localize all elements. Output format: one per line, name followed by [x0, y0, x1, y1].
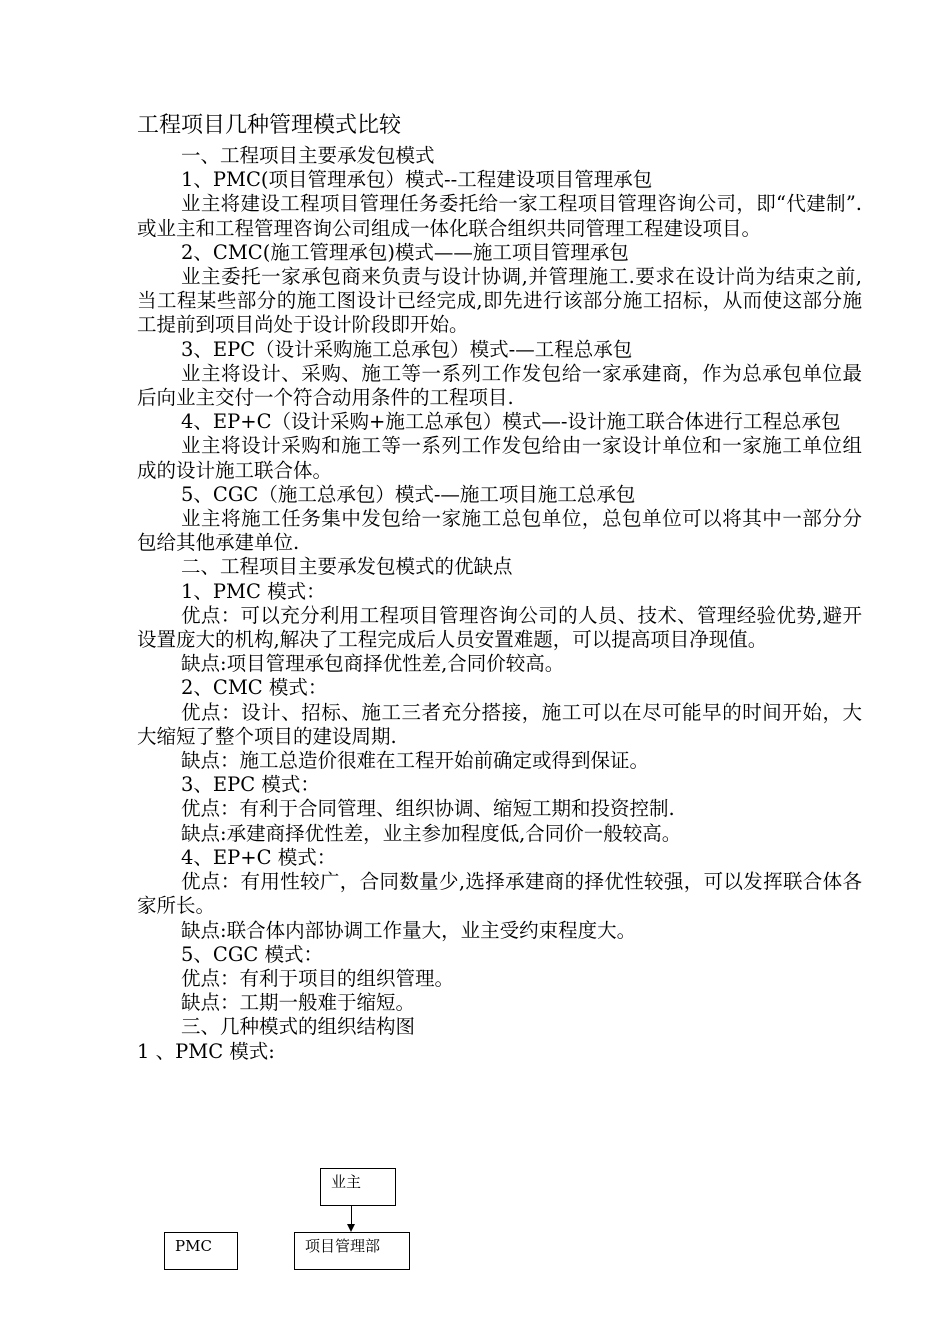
paragraph: 2、CMC 模式： [181, 676, 328, 700]
paragraph: 三、几种模式的组织结构图 [181, 1015, 416, 1039]
paragraph: 缺点：工期一般难于缩短。 [181, 991, 416, 1015]
paragraph: 优点：有用性较广，合同数量少,选择承建商的择优性较强，可以发挥联合体各家所长。 [137, 870, 862, 918]
document-title: 工程项目几种管理模式比较 [137, 113, 402, 138]
paragraph: 缺点:项目管理承包商择优性差,合同价较高。 [181, 652, 565, 676]
paragraph: 2、CMC(施工管理承包)模式——施工项目管理承包 [181, 240, 629, 264]
owner-label: 业主 [331, 1173, 362, 1191]
paragraph: 1、PMC(项目管理承包）模式--工程建设项目管理承包 [181, 168, 653, 192]
paragraph: 5、CGC（施工总承包）模式-—施工项目施工总承包 [181, 482, 636, 506]
paragraph: 5、CGC 模式： [181, 942, 324, 966]
paragraph: 4、EP+C 模式： [181, 845, 337, 869]
owner-box [320, 1168, 396, 1206]
paragraph: 缺点：施工总造价很难在工程开始前确定或得到保证。 [181, 749, 650, 773]
dept-label: 项目管理部 [305, 1237, 381, 1255]
pmc-label: PMC [175, 1237, 212, 1255]
paragraph: 业主将施工任务集中发包给一家施工总包单位，总包单位可以将其中一部分分包给其他承建单位. [137, 507, 862, 555]
paragraph: 缺点:联合体内部协调工作量大，业主受约束程度大。 [181, 918, 637, 942]
paragraph: 优点：设计、招标、施工三者充分搭接，施工可以在尽可能早的时间开始，大大缩短了整个项目的建设周期. [137, 700, 862, 748]
paragraph: 业主将设计采购和施工等一系列工作发包给由一家设计单位和一家施工单位组成的设计施工联合体。 [137, 434, 862, 482]
paragraph: 1、PMC 模式： [181, 579, 326, 603]
document-body [137, 144, 862, 1064]
document-page [137, 110, 862, 1064]
paragraph: 3、EPC（设计采购施工总承包）模式-—工程总承包 [181, 337, 633, 361]
paragraph: 业主将建设工程项目管理任务委托给一家工程项目管理咨询公司，即“代建制”.或业主和工程管理咨询公司组成一体化联合组织共同管理工程建设项目。 [137, 192, 862, 240]
paragraph: 业主将设计、采购、施工等一系列工作发包给一家承建商，作为总承包单位最后向业主交付一个符合动用条件的工程项目. [137, 361, 862, 410]
paragraph: 4、EP+C（设计采购+施工总承包）模式—-设计施工联合体进行工程总承包 [181, 410, 841, 434]
diagram-heading: 1 、PMC 模式: [137, 1039, 275, 1063]
paragraph: 优点：有利于项目的组织管理。 [181, 966, 455, 990]
arrow-down-icon [347, 1224, 355, 1232]
dept-box [294, 1232, 410, 1270]
connector-line [351, 1206, 352, 1226]
paragraph: 二、工程项目主要承发包模式的优缺点 [181, 555, 513, 579]
pmc-box [164, 1232, 238, 1270]
paragraph: 优点：可以充分利用工程项目管理咨询公司的人员、技术、管理经验优势,避开设置庞大的机构,解决了工程完成后人员安置难题，可以提高项目净现值。 [137, 603, 862, 652]
paragraph: 一、工程项目主要承发包模式 [181, 144, 435, 167]
paragraph: 缺点:承建商择优性差，业主参加程度低,合同价一般较高。 [181, 821, 682, 845]
paragraph: 业主委托一家承包商来负责与设计协调,并管理施工.要求在设计尚为结束之前,当工程某些部分的施工图设计已经完成,即先进行该部分施工招标，从而使这部分施工提前到项目尚处于设计阶段即开始。 [137, 265, 862, 337]
paragraph: 3、EPC 模式： [181, 773, 320, 797]
paragraph: 优点：有利于合同管理、组织协调、缩短工期和投资控制. [181, 797, 675, 821]
